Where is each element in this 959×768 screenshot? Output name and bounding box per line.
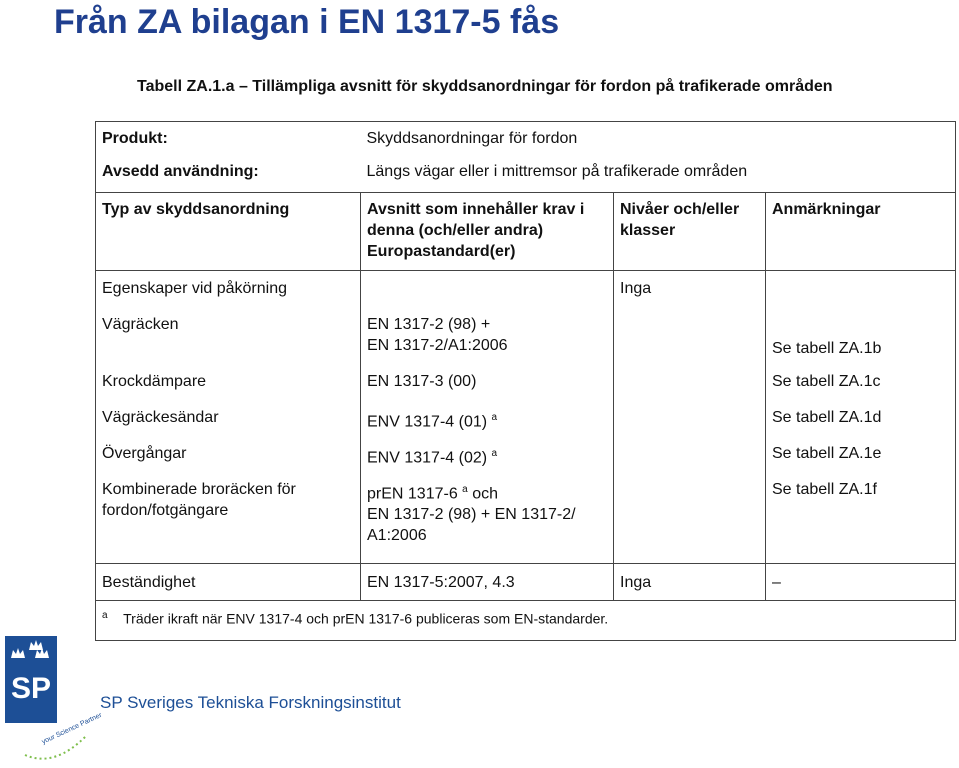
anvandning-label: Avsedd användning: [96, 149, 361, 193]
type-cell [96, 271, 361, 564]
header-section: Avsnitt som innehåller krav i denna (och/eller andra) Europastandard(er) [361, 193, 614, 271]
footnote-row [96, 601, 956, 641]
type-krockdampare: Krockdämpare [102, 373, 207, 390]
note-vagracken: Se tabell ZA.1b [772, 340, 882, 357]
table-caption: Tabell ZA.1.a – Tillämpliga avsnitt för skyddsanordningar för fordon på trafikerade områden [137, 78, 833, 95]
type-vagracken: Vägräcken [102, 316, 179, 333]
section-kombinerade: prEN 1317-6 $^a$ och EN 1317-2 (98) + EN 1317-2/ A1:2006 [367, 484, 576, 545]
egenskaper-label: Egenskaper vid påkörning [102, 280, 288, 297]
note-kombinerade: Se tabell ZA.1f [772, 481, 877, 498]
notes-cell [766, 271, 956, 564]
type-bestandighet: Beständighet [96, 564, 361, 601]
partner-badge [15, 700, 104, 760]
header-level: Nivåer och/eller klasser [614, 193, 766, 271]
level-bestandighet: Inga [614, 564, 766, 601]
section-bestandighet: EN 1317-5:2007, 4.3 [361, 564, 614, 601]
type-overgangar: Övergångar [102, 445, 187, 462]
svg-text:SP: SP [10, 672, 52, 705]
section-vagracken: EN 1317-2 (98) + EN 1317-2/A1:2006 [367, 316, 508, 354]
section-vagrackesandar: ENV 1317-4 (01) $^a$ [367, 412, 498, 431]
type-vagrackesandar: Vägräckesändar [102, 409, 219, 426]
note-krockdampare: Se tabell ZA.1c [772, 373, 881, 390]
section-krockdampare: EN 1317-3 (00) [367, 373, 477, 390]
section-overgangar: ENV 1317-4 (02) $^a$ [367, 448, 498, 467]
footnote: $^a$ Träder ikraft när ENV 1317-4 och prEN 1317-6 publiceras som EN-standarder. [96, 601, 956, 641]
impact-row [96, 271, 956, 564]
requirements-table [95, 121, 956, 641]
anvandning-value: Längs vägar eller i mittremsor på trafikerade områden [361, 149, 956, 193]
produkt-label: Produkt: [96, 122, 361, 150]
header-notes: Anmärkningar [766, 193, 956, 271]
durability-row [96, 564, 956, 601]
header-type: Typ av skyddsanordning [96, 193, 361, 271]
org-name: SP Sveriges Tekniska Forskningsinstitut [100, 693, 401, 712]
svg-text:your Science Partner: your Science Partner [40, 711, 104, 746]
produkt-value: Skyddsanordningar för fordon [361, 122, 956, 150]
level-cell: Inga [614, 271, 766, 564]
type-kombinerade: Kombinerade broräcken för fordon/fotgängare [102, 481, 296, 519]
slide-title: Från ZA bilagan i EN 1317-5 fås [54, 3, 560, 41]
note-vagrackesandar: Se tabell ZA.1d [772, 409, 882, 426]
header-row [96, 193, 956, 271]
section-cell [361, 271, 614, 564]
note-overgangar: Se tabell ZA.1e [772, 445, 882, 462]
note-bestandighet: – [766, 564, 956, 601]
product-row [96, 122, 956, 150]
usage-row [96, 149, 956, 193]
